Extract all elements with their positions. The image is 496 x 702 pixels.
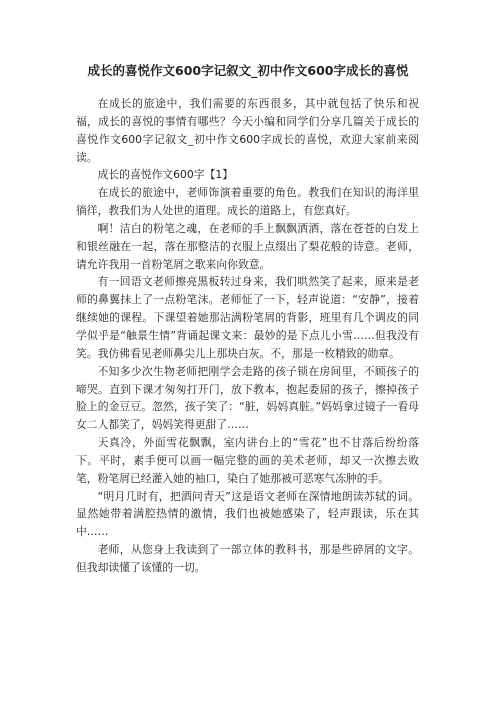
document-title: 成长的喜悦作文600字记叙文_初中作文600字成长的喜悦 [87,63,409,78]
paragraph: 有一回语文老师擦亮黑板转过身来，我们哄然笑了起来，原来是老师的鼻翼抹上了一点粉笔沫。老师怔了一下，轻声说道：“安静”，接着继续她的课程。下课望着她那沾满粉笔屑的背影，班里有几个调皮的同学似乎是“触景生情”背诵起课文来：最妙的是下点儿小雪……但我没有笑。我仿佛看见老师鼻尖儿上那块白灰。不，那是一枚精致的勋章。 [76,275,419,360]
paragraph-intro: 在成长的旅途中，我们需要的东西很多，其中就包括了快乐和祝福，成长的喜悦的事情有哪些？今天小编和同学们分享几篇关于成长的喜悦作文600字记叙文_初中作文600字成长的喜悦，欢迎大家前来阅读。 [76,97,419,164]
section-heading: 成长的喜悦作文600字【1】 [97,168,234,182]
paragraph: 天真冷，外面雪花飘飘，室内讲台上的“雪花”也不甘落后纷纷落下。平时，素手便可以画一幅完整的画的美术老师，却又一次擦去败笔，粉笔屑已经灌入她的袖口，染白了她那被可恶寒气冻肿的手。 [76,436,419,485]
document-body [76,95,419,577]
paragraph: 不知多少次生物老师把刚学会走路的孩子锁在房间里，不顾孩子的啼哭。直到下课才匆匆打开门，放下教本，抱起委屈的孩子，擦掉孩子脸上的金豆豆。忽然，孩子笑了：“脏，妈妈真脏。”妈妈拿过镜子一看母女二人都笑了，妈妈笑得更甜了…… [76,364,419,432]
paragraph: “明月几时有，把酒问青天”这是语文老师在深情地朗读苏轼的词。显然她带着满腔热情的激情，我们也被她感染了，轻声跟读，乐在其中…… [76,489,419,539]
paragraph: 在成长的旅途中，老师饰演着重要的角色。教我们在知识的海洋里徜徉，教我们为人处世的道理。成长的道路上，有您真好。 [76,186,419,218]
paragraph: 老师，从您身上我读到了一部立体的教科书，那是些碎屑的文字。但我却读懂了该懂的一切。 [76,543,419,574]
paragraph: 啊！洁白的粉笔之魂，在老师的手上飘飘洒洒，落在苍苍的白发上和银丝融在一起，落在那整洁的衣服上点缀出了梨花般的诗意。老师，请允许我用一首粉笔屑之歌来向你致意。 [76,221,419,271]
